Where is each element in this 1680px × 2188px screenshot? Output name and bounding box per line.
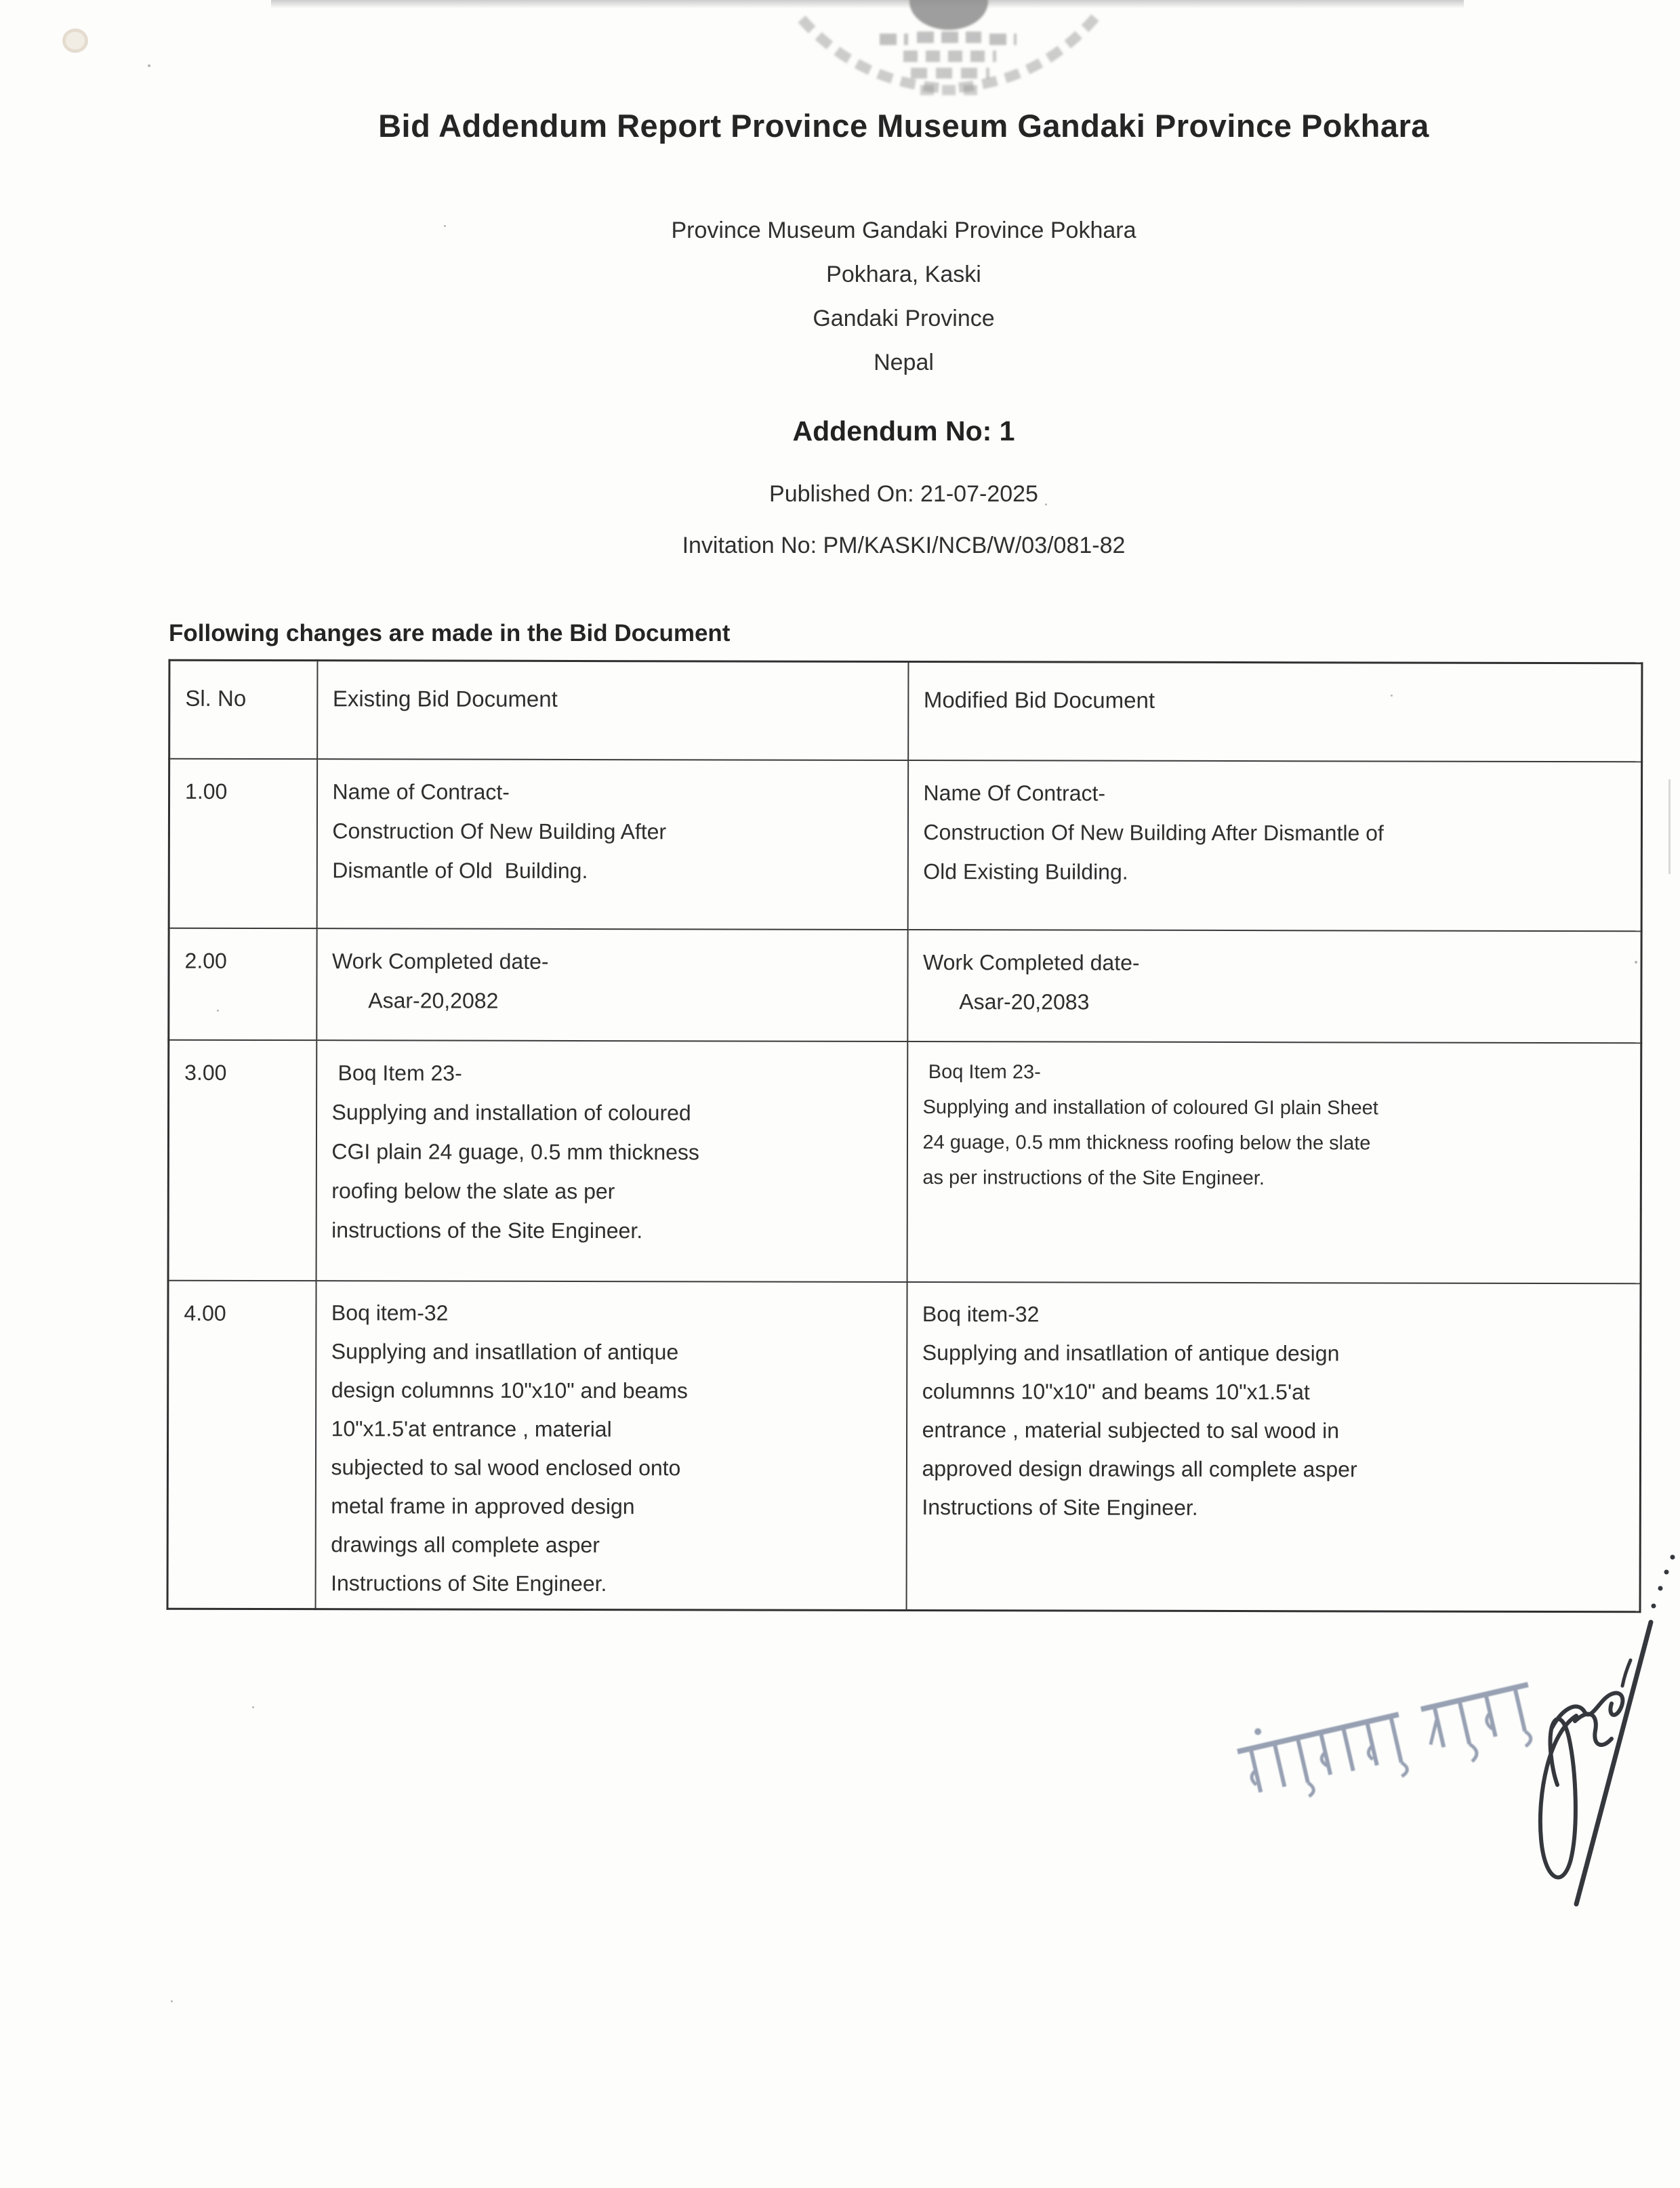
org-line: Gandaki Province (813, 306, 995, 331)
table-row (169, 758, 1642, 931)
org-line: Nepal (874, 350, 934, 375)
organization-block (167, 209, 1640, 385)
section-heading: Following changes are made in the Bid Document (169, 620, 731, 646)
cell-modified: Boq Item 23- Supplying and installation of coloured GI plain Sheet 24 guage, 0.5 mm thickness roofing below the slate as per instructions of the Site Engineer. (907, 1041, 1641, 1283)
scan-speck (1045, 503, 1047, 505)
cell-existing: Name of Contract- Construction Of New Building After Dismantle of Old Building. (316, 759, 908, 930)
table-row (168, 1039, 1641, 1283)
scan-speck (1635, 961, 1637, 964)
scan-smudge (62, 28, 88, 53)
cell-modified: Work Completed date- Asar-20,2083 (907, 930, 1641, 1043)
scan-speck (148, 64, 150, 67)
document-content (167, 0, 1640, 1611)
col-header-slno: Sl. No (169, 660, 317, 758)
org-line: Pokhara, Kaski (826, 262, 981, 287)
addendum-number: Addendum No: 1 (792, 415, 1015, 447)
col-header-modified: Modified Bid Document (908, 662, 1642, 762)
scan-speck (171, 2000, 173, 2002)
scan-speck (217, 1010, 219, 1012)
invitation-number: Invitation No: PM/KASKI/NCB/W/03/081-82 (682, 533, 1126, 558)
cell-slno: 2.00 (169, 928, 316, 1039)
cell-slno: 1.00 (169, 758, 317, 928)
bid-changes-table (167, 659, 1643, 1613)
scan-speck (1391, 695, 1393, 697)
cell-slno: 4.00 (167, 1280, 316, 1609)
cell-existing: Boq Item 23- Supplying and installation of coloured CGI plain 24 guage, 0.5 mm thickness roofing below the slate as per instructions of the Site Engineer. (316, 1040, 907, 1282)
cell-slno: 3.00 (168, 1039, 316, 1280)
cell-modified: Name Of Contract- Construction Of New Building After Dismantle of Old Existing Building. (907, 760, 1642, 931)
table-header-row (169, 660, 1642, 762)
published-date: Published On: 21-07-2025 (769, 481, 1038, 507)
table-row (169, 928, 1641, 1043)
table-row (167, 1280, 1641, 1611)
col-header-existing: Existing Bid Document (317, 661, 908, 760)
org-line: Province Museum Gandaki Province Pokhara (671, 218, 1136, 243)
cell-existing: Boq item-32 Supplying and insatllation of antique design columnns 10"x10" and beams 10"x1.5'at entrance , material subjected to sal wood enclosed onto metal frame in approved design drawings all complete asper Instructions of Site Engineer. (315, 1281, 907, 1610)
museum-chief-stamp (1226, 1655, 1555, 1837)
scan-speck (252, 1706, 254, 1708)
scan-edge-line (1668, 779, 1671, 874)
scan-speck (444, 225, 446, 227)
cell-existing: Work Completed date- Asar-20,2082 (316, 928, 907, 1041)
cell-modified: Boq item-32 Supplying and insatllation of antique design columnns 10"x10" and beams 10"x1.5'at entrance , material subjected to sal wood in approved design drawings all complete asper Instructions of Site Engineer. (906, 1282, 1641, 1612)
page-title: Bid Addendum Report Province Museum Gandaki Province Pokhara (378, 108, 1429, 144)
